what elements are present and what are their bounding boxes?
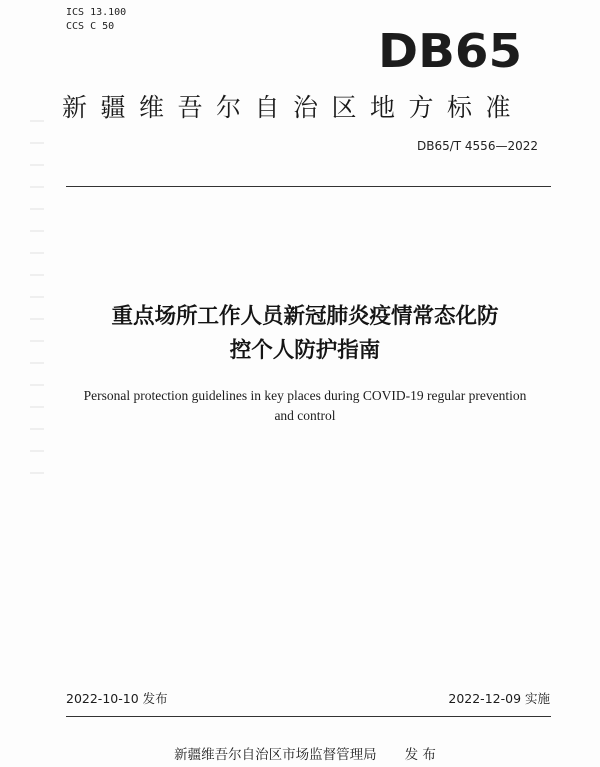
english-title-line-1: Personal protection guidelines in key places during COVID-19 regular prevention <box>83 388 527 403</box>
chinese-title <box>60 300 550 368</box>
publisher-line <box>60 743 550 763</box>
english-title-line-2: and control <box>274 408 336 423</box>
ccs-code: CCS C 50 <box>66 21 115 32</box>
english-title <box>60 386 550 426</box>
scan-artifact <box>30 120 44 480</box>
implementation-date: 2022-12-09 实施 <box>448 691 550 706</box>
chinese-title-line-2: 控个人防护指南 <box>229 338 381 363</box>
chinese-title-line-1: 重点场所工作人员新冠肺炎疫情常态化防 <box>111 304 499 329</box>
top-divider <box>66 186 551 187</box>
issue-date: 2022-10-10 发布 <box>66 691 168 706</box>
standard-category: 新疆维吾尔自治区地方标准 <box>62 93 525 122</box>
publisher-authority: 新疆维吾尔自治区市场监督管理局 <box>174 747 377 763</box>
standard-logo: DB65 <box>378 24 523 78</box>
publisher-action: 发 布 <box>404 747 436 763</box>
bottom-divider <box>66 716 551 717</box>
classification-codes <box>66 6 126 34</box>
ics-code: ICS 13.100 <box>66 7 127 18</box>
standard-number: DB65/T 4556—2022 <box>416 139 538 153</box>
